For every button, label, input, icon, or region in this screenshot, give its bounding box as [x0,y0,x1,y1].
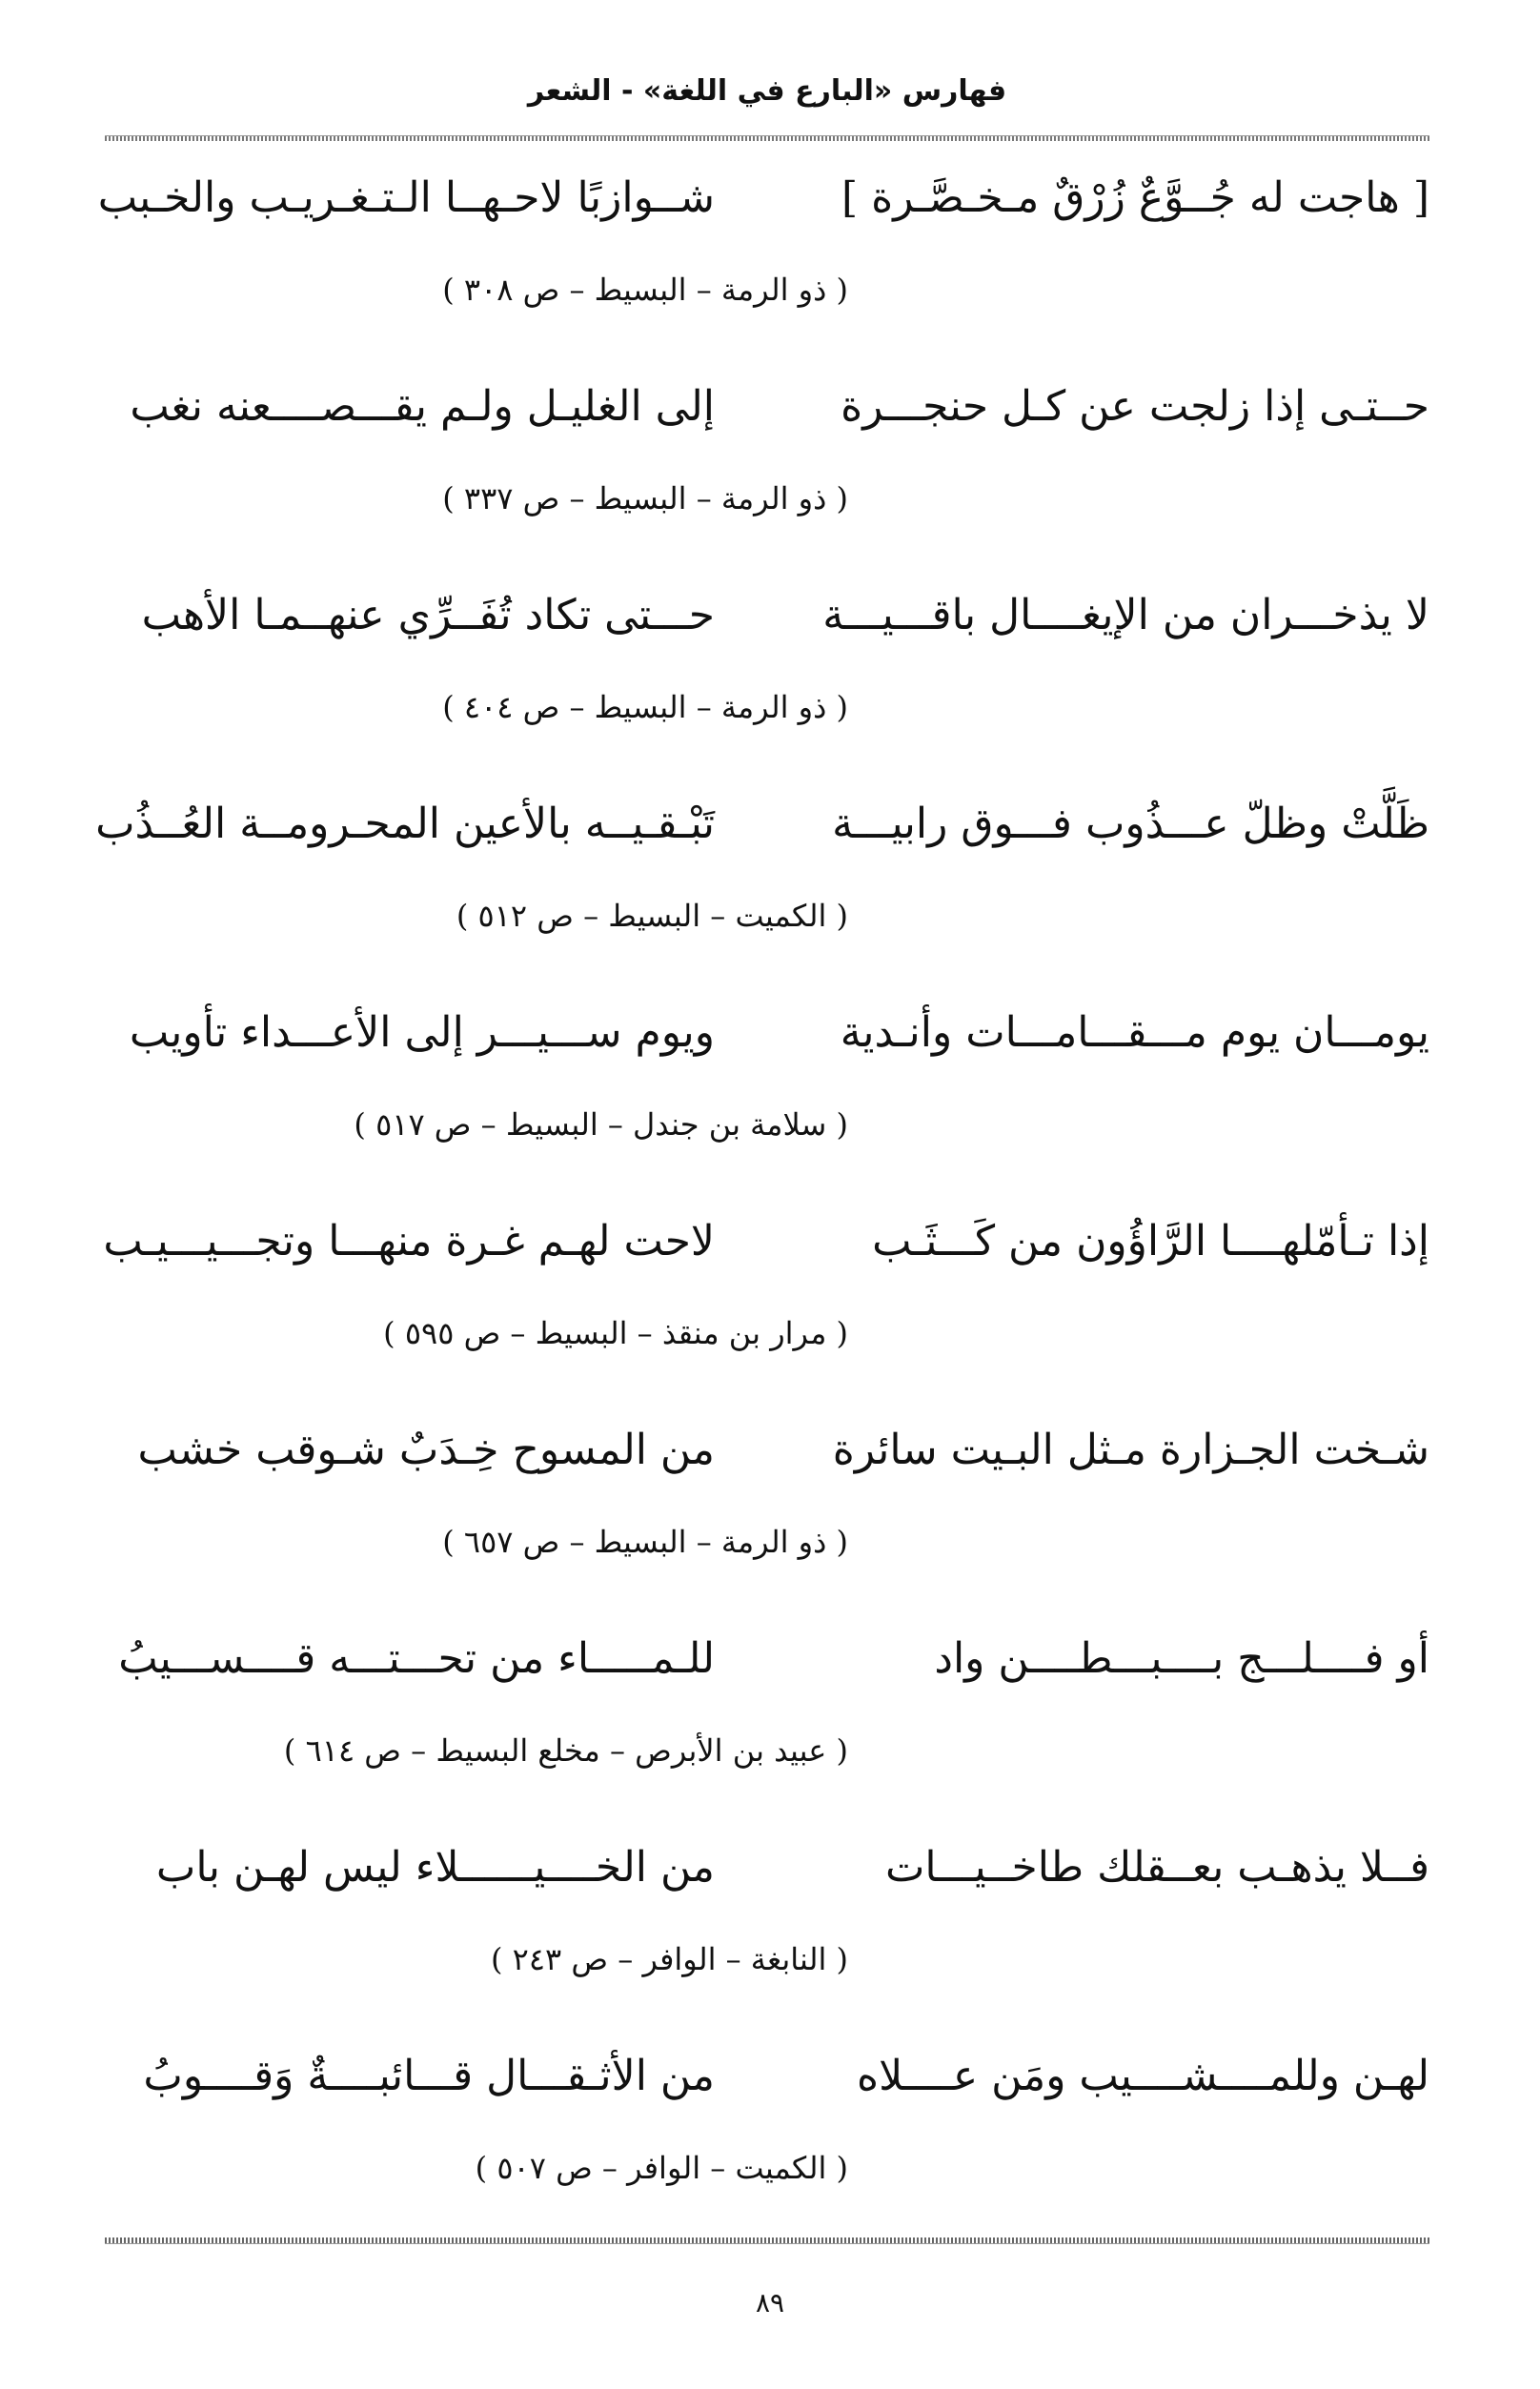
verse-source: ( عبيد بن الأبرص – مخلع البسيط – ص ٦١٤ ) [283,1732,848,1769]
verse-second-hemistich: من الأثـقـــال قـــائبــــةٌ وَقــــوبُ [143,2052,715,2100]
verse-source: ( مرار بن منقذ – البسيط – ص ٥٩٥ ) [383,1315,848,1351]
verse-source: ( ذو الرمة – البسيط – ص ٦٥٧ ) [442,1524,848,1560]
verse-source: ( ذو الرمة – البسيط – ص ٤٠٤ ) [442,689,848,725]
verse-first-hemistich: شـخت الجـزارة مـثل البـيت سائرة [832,1426,1429,1474]
verse-second-hemistich: من المسوح خِـدَبٌ شـوقب خشب [137,1426,715,1474]
verse-first-hemistich: ظَلَّتْ وظلّ عـــذُوب فـــوق رابيـــة [832,800,1429,848]
verse-first-hemistich: إذا تـأمّلهــــا الرَّاؤُون من كَـــثَـب [872,1217,1429,1265]
verse-entry [105,1204,1429,1404]
verse-entry [105,1412,1429,1612]
verse-second-hemistich: للـمـــــاء من تحـــتـــه قــــســـيبُ [118,1634,715,1683]
verse-second-hemistich: شــوازبًا لاحـهــا الـتـغـريـب والخـبب [97,173,715,222]
verse-source: ( الكميت – الوافر – ص ٥٠٧ ) [475,2150,848,2186]
verse-first-hemistich: فــلا يذهـب بعــقلك طاخــيـــات [884,1843,1429,1892]
footer-rule [105,2237,1429,2244]
verse-second-hemistich: تَبْـقـيــه بالأعين المحـرومــة العُــذُب [95,800,715,848]
verse-source: ( الكميت – البسيط – ص ٥١٢ ) [456,898,848,934]
verse-first-hemistich: لهـن وللمــــشــــيب ومَن عــــلاه [857,2052,1429,2100]
verse-entry [95,786,1429,986]
verse-first-hemistich: أو فــــلـــج بــــبـــطــــن واد [934,1634,1429,1683]
verse-entry [97,160,1429,360]
verse-second-hemistich: إلى الغليـل ولـم يقـــصــــعنه نغب [130,382,715,431]
verse-entry [105,1830,1429,2030]
page-header: فهارس «البارع في اللغة» - الشعر [527,74,1007,108]
verse-second-hemistich: ويوم ســـيـــر إلى الأعـــداء تأويب [129,1008,715,1057]
verse-source: ( ذو الرمة – البسيط – ص ٣٠٨ ) [442,272,848,308]
verse-source: ( سلامة بن جندل – البسيط – ص ٥١٧ ) [354,1106,848,1143]
verse-source: ( ذو الرمة – البسيط – ص ٣٣٧ ) [442,480,848,516]
verse-entry [105,577,1429,778]
verse-entry [105,369,1429,569]
verse-first-hemistich: حــتـى إذا زلجت عن كـل حنجـــرة [841,382,1429,431]
verse-first-hemistich: لا يذخـــران من الإيغــــال باقـــيـــة [822,591,1429,639]
verse-second-hemistich: من الخــــيــــــلاء ليس لهـن باب [155,1843,715,1892]
header-rule [105,135,1429,141]
verse-second-hemistich: لاحت لهـم غـرة منهـــا وتجـــيـــيـب [103,1217,715,1265]
verse-second-hemistich: حـــتى تكاد تُفَــرِّي عنهــمـا الأهب [141,591,715,639]
verse-source: ( النابغة – الوافر – ص ٢٤٣ ) [491,1941,848,1977]
verse-entry [105,995,1429,1195]
verse-entry [105,2038,1429,2238]
verse-entry [105,1621,1429,1821]
verse-first-hemistich: [ هاجت له جُــوَّعٌ زُرْقٌ مـخـصَّـرة ] [841,173,1429,222]
page-number: ٨٩ [755,2287,785,2318]
verse-first-hemistich: يومـــان يوم مـــقـــامـــات وأنـدية [840,1008,1429,1057]
